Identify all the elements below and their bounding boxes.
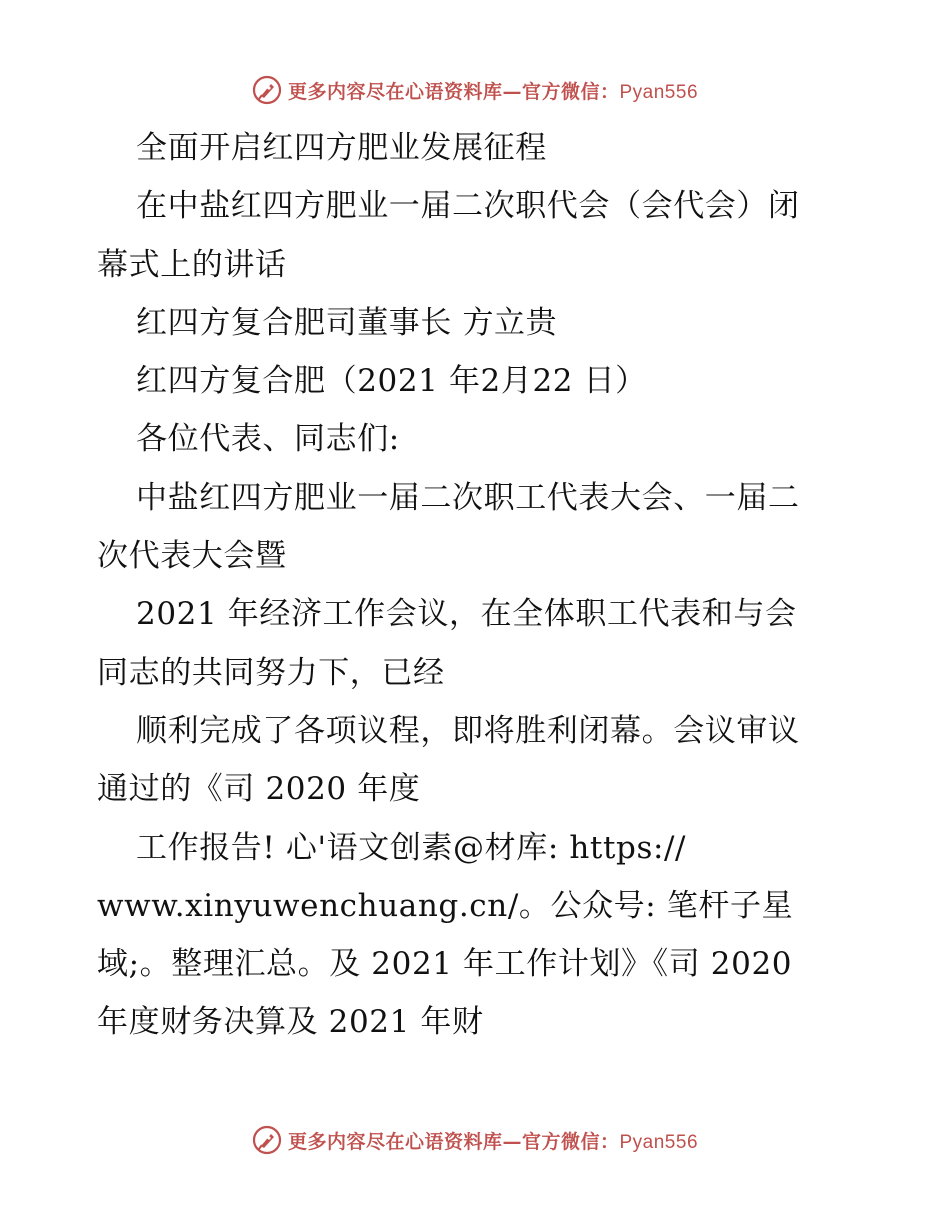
salutation: 各位代表、同志们: [136, 421, 400, 458]
header-banner [0, 70, 950, 110]
paragraph-line: 工作报告! 心'语文创素@材库: https:// [136, 829, 687, 866]
document-body [97, 119, 857, 1052]
paragraph-line: www.xinyuwenchuang.cn/。公众号: 笔杆子星 [97, 887, 794, 924]
paragraph-line: 域;。整理汇总。及 2021 年工作计划》《司 2020 [97, 946, 793, 983]
paragraph-line: 中盐红四方肥业一届二次职工代表大会、一届二 [136, 479, 800, 516]
footer-banner [0, 1120, 950, 1160]
document-title: 全面开启红四方肥业发展征程 [136, 130, 547, 166]
paragraph-line: 年度财务决算及 2021 年财 [97, 1004, 484, 1041]
paragraph-line: 顺利完成了各项议程，即将胜利闭幕。会议审议 [136, 712, 800, 749]
paragraph-line: 通过的《司 2020 年度 [97, 771, 421, 808]
date-line: 红四方复合肥（2021 年2月22 日） [136, 363, 647, 400]
pen-nib-logo-icon [252, 75, 282, 105]
paragraph-line: 2021 年经济工作会议，在全体职工代表和与会 [136, 596, 797, 633]
document-subtitle-line-1: 在中盐红四方肥业一届二次职代会（会代会）闭 [136, 188, 800, 225]
document-subtitle-line-2: 幕式上的讲话 [97, 246, 287, 283]
author-line: 红四方复合肥司董事长 方立贵 [136, 304, 558, 341]
pen-nib-logo-icon [252, 1125, 282, 1155]
header-banner-text: 更多内容尽在心语资料库—官方微信：Pyan556 [287, 80, 699, 103]
footer-banner-text: 更多内容尽在心语资料库—官方微信：Pyan556 [287, 1130, 699, 1153]
paragraph-line: 次代表大会暨 [97, 538, 287, 575]
paragraph-line: 同志的共同努力下，已经 [97, 654, 445, 691]
